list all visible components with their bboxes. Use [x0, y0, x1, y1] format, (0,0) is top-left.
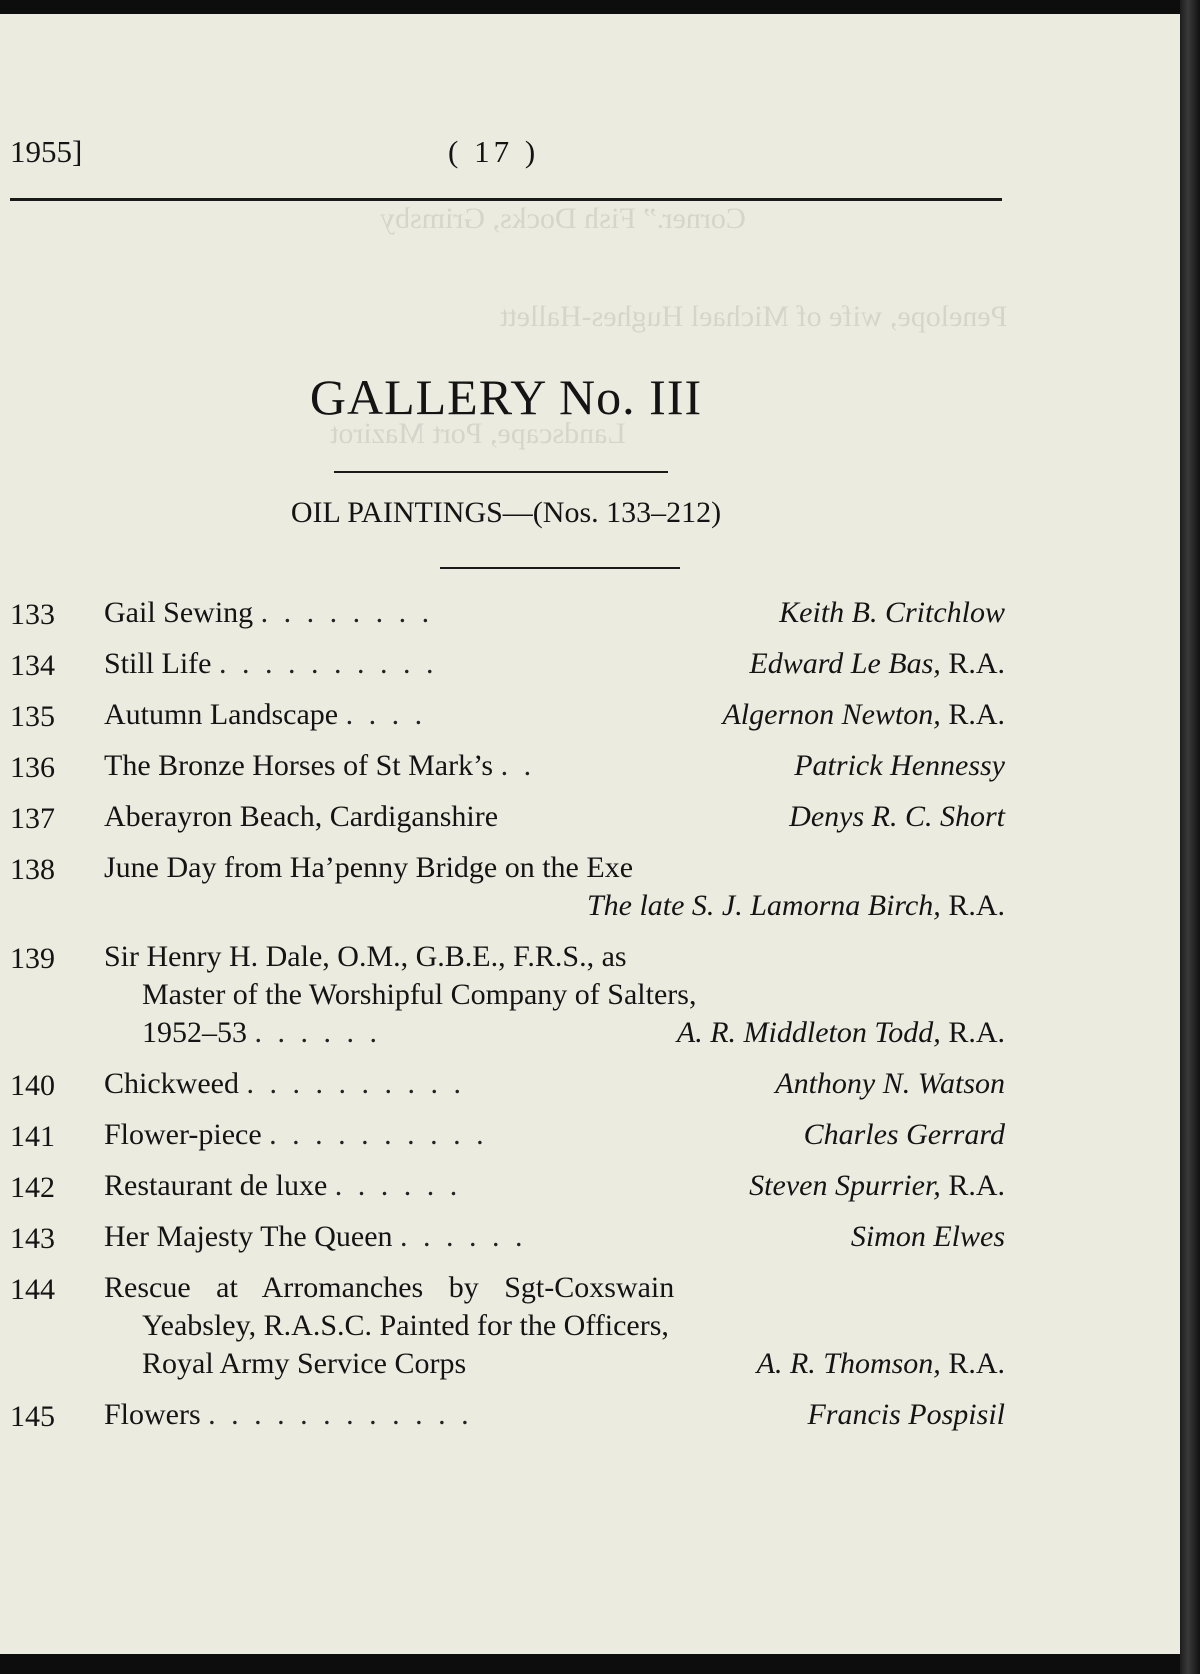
catalogue-entry	[10, 1167, 1005, 1205]
section-divider	[440, 567, 680, 569]
entry-title: Autumn Landscape	[104, 698, 339, 731]
entry-artist	[779, 594, 1005, 632]
entry-artist	[677, 1014, 1005, 1052]
catalogue-entry	[10, 849, 1005, 925]
artist-honour: R.A.	[948, 647, 1005, 680]
artist-name: Steven Spurrier,	[749, 1169, 941, 1202]
leader-dots: . . . . . . . . . .	[219, 647, 438, 680]
catalogue-entry	[10, 938, 1005, 1052]
catalogue-entry	[10, 1269, 1005, 1383]
entry-title-line-with-artist	[104, 1345, 1005, 1383]
entry-title-line: Yeabsley, R.A.S.C. Painted for the Officers,	[142, 1309, 669, 1342]
leader-dots: . . . .	[345, 698, 427, 731]
page-number: ( 17 )	[448, 134, 540, 169]
leader-dots: . . . . . .	[254, 1016, 381, 1049]
entry-title-line: 1952–53	[142, 1016, 247, 1049]
entry-number: 135	[10, 700, 55, 733]
leader-dots: . . . . . . . .	[260, 596, 434, 629]
page-header	[10, 134, 1002, 174]
artist-name: Algernon Newton,	[722, 698, 941, 731]
catalogue-entry	[10, 1396, 1005, 1434]
artist-name: Denys R. C. Short	[789, 800, 1005, 833]
entry-title: Flower-piece	[104, 1118, 262, 1151]
entry-title: Her Majesty The Queen	[104, 1220, 393, 1253]
artist-honour: R.A.	[948, 1347, 1005, 1380]
entry-title-line: Rescue at Arromanches by Sgt-Coxswain	[104, 1271, 675, 1304]
artist-honour: R.A.	[948, 889, 1005, 922]
leader-dots: . . . . . . . . . .	[269, 1118, 488, 1151]
entry-number: 136	[10, 751, 55, 784]
catalogue-entries	[10, 594, 1005, 1447]
show-through-text: Landscape, Port Mazirot	[330, 417, 626, 450]
entry-artist	[775, 1065, 1005, 1103]
catalogue-entry	[10, 1065, 1005, 1103]
entry-title: Gail Sewing	[104, 596, 254, 629]
header-year: 1955]	[10, 134, 83, 169]
leader-dots: . . . . . . . . . .	[246, 1067, 465, 1100]
leader-dots: . . . . . .	[334, 1169, 462, 1202]
entry-title: June Day from Ha’penny Bridge on the Exe	[104, 851, 634, 884]
entry-artist	[749, 645, 1005, 683]
entry-number: 134	[10, 649, 55, 682]
artist-name: Edward Le Bas,	[749, 647, 941, 680]
leader-dots: . . . . . . . . . . . .	[208, 1398, 473, 1431]
entry-title-line-with-artist	[104, 1014, 1005, 1052]
catalogue-page	[0, 14, 1180, 1654]
show-through-text: Penelope, wife of Michael Hughes-Hallett	[500, 300, 1008, 333]
catalogue-entry	[10, 798, 1005, 836]
title-divider	[334, 471, 668, 473]
entry-number: 138	[10, 853, 55, 886]
artist-honour: R.A.	[948, 698, 1005, 731]
catalogue-entry	[10, 696, 1005, 734]
entry-number: 139	[10, 942, 55, 975]
entry-artist	[807, 1396, 1005, 1434]
entry-title: Flowers	[104, 1398, 201, 1431]
entry-artist	[794, 747, 1005, 785]
catalogue-entry	[10, 747, 1005, 785]
catalogue-entry	[10, 1218, 1005, 1256]
artist-name: Anthony N. Watson	[775, 1067, 1005, 1100]
entry-title-line: Sir Henry H. Dale, O.M., G.B.E., F.R.S., as	[104, 940, 627, 973]
catalogue-entry	[10, 594, 1005, 632]
entry-number: 137	[10, 802, 55, 835]
leader-dots: . . . . . .	[400, 1220, 527, 1253]
entry-number: 140	[10, 1069, 55, 1102]
artist-name: Patrick Hennessy	[794, 749, 1005, 782]
artist-name: Francis Pospisil	[807, 1398, 1005, 1431]
artist-name: A. R. Middleton Todd,	[676, 1016, 941, 1049]
entry-artist	[804, 1116, 1005, 1154]
catalogue-entry	[10, 1116, 1005, 1154]
entry-title: Aberayron Beach, Cardiganshire	[104, 800, 499, 833]
entry-number: 143	[10, 1222, 55, 1255]
header-divider	[10, 198, 1002, 201]
artist-name: A. R. Thomson,	[756, 1347, 941, 1380]
catalogue-entry	[10, 645, 1005, 683]
entry-artist	[851, 1218, 1005, 1256]
entry-number: 145	[10, 1400, 55, 1433]
entry-artist	[789, 798, 1005, 836]
artist-name: Simon Elwes	[850, 1220, 1005, 1253]
artist-name: Keith B. Critchlow	[779, 596, 1005, 629]
book-edge	[1180, 0, 1200, 1674]
entry-artist	[757, 1345, 1005, 1383]
entry-title: The Bronze Horses of St Mark’s	[104, 749, 494, 782]
entry-title: Restaurant de luxe	[104, 1169, 328, 1202]
entry-artist	[749, 1167, 1005, 1205]
entry-artist	[104, 887, 1005, 925]
section-title: OIL PAINTINGS—(Nos. 133–212)	[290, 496, 722, 529]
entry-title: Still Life	[104, 647, 212, 680]
entry-title-line: Royal Army Service Corps	[142, 1347, 467, 1380]
leader-dots: . .	[500, 749, 536, 782]
artist-honour: R.A.	[948, 1169, 1005, 1202]
gallery-title: GALLERY No. III	[309, 369, 703, 425]
entry-number: 133	[10, 598, 55, 631]
entry-number: 144	[10, 1273, 55, 1306]
show-through-text: Corner.” Fish Docks, Grimsby	[380, 202, 746, 235]
artist-honour: R.A.	[948, 1016, 1005, 1049]
entry-number: 142	[10, 1171, 55, 1204]
entry-title: Chickweed	[104, 1067, 239, 1100]
entry-title-line: Master of the Worshipful Company of Salters,	[142, 978, 697, 1011]
artist-name: The late S. J. Lamorna Birch,	[586, 889, 941, 922]
artist-name: Charles Gerrard	[803, 1118, 1005, 1151]
entry-number: 141	[10, 1120, 55, 1153]
entry-artist	[722, 696, 1005, 734]
